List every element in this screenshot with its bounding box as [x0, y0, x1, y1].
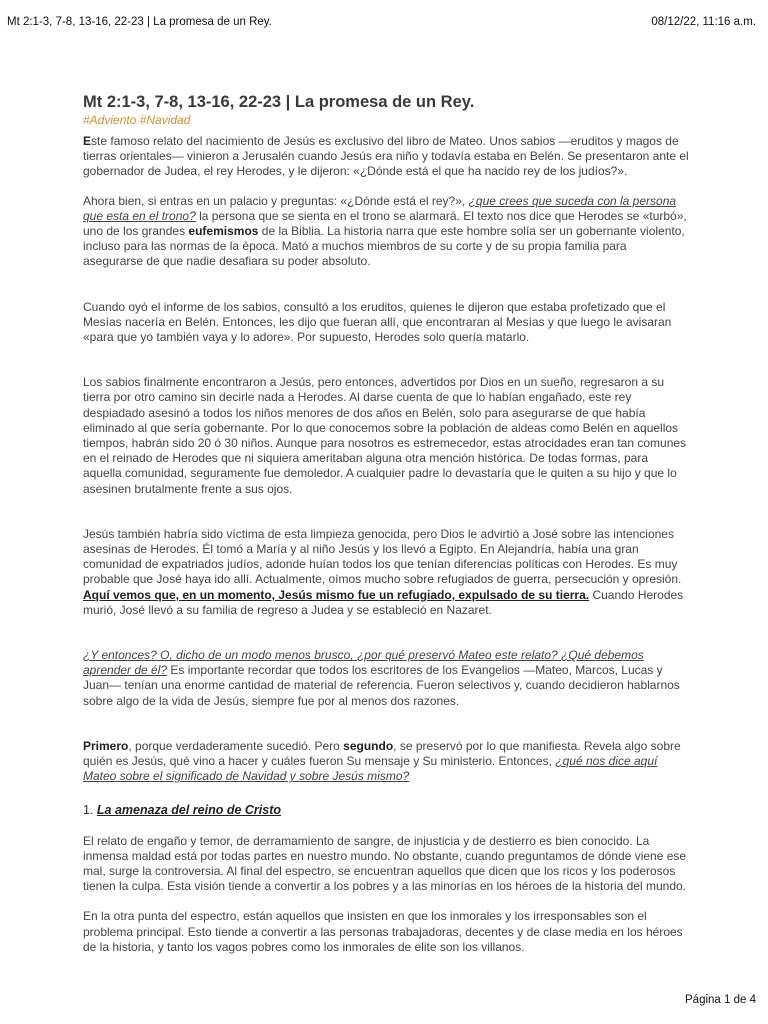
section-heading-1 — [83, 801, 689, 819]
paragraph-5 — [83, 527, 689, 618]
dropcap: E — [83, 134, 92, 148]
paragraph-2-text-b: la persona que se sienta en el trono se alarmará. El texto nos dice que Herodes se «turbó», uno de los grandes — [83, 208, 687, 239]
section-number: 1. — [83, 802, 97, 817]
page-title: Mt 2:1-3, 7-8, 13-16, 22-23 | La promesa de un Rey. — [83, 93, 475, 111]
paragraph-4: Los sabios finalmente encontraron a Jesús, pero entonces, advertidos por Dios en un sueño, regresaron a su tierra por otro camino sin decirle nada a Herodes. Al darse cuenta de que lo habían engañado, este rey despiadado asesinó a todos los niños menores de dos años en Belén, solo para asegurarse de que había eliminado al que sería gobernante. Por lo que conocemos sobre la población de aldeas como Belén en aquellos tiempos, habrán sido 20 ó 30 niños. Aunque para nosotros es estremecedor, estas atrocidades eran tan comunes en el reinado de Herodes que ni siquiera ameritaban alguna otra mención histórica. De todas formas, para aquella comunidad, seguramente fue demoledor. A cualquier padre lo devastaría que le quiten a su hijo y que lo asesinen brutalmente frente a sus ojos. — [83, 375, 687, 496]
segundo-bold: segundo — [343, 738, 394, 753]
paragraph-6-text: Es importante recordar que todos los escritores de los Evangelios —Mateo, Marcos, Lucas y Juan— tenían una enorme cantidad de material de referencia. Fueron selectivos y, cuando decidieron hablarnos sobre algo de la vida de Jesús, siempre fue por al menos dos razones. — [83, 663, 680, 708]
paragraph-2 — [83, 194, 689, 270]
page-number: Página 1 de 4 — [685, 994, 756, 1006]
refugee-highlight-link[interactable]: Aquí vemos que, en un momento, Jesús mismo fue un refugiado, expulsado de su tierra. — [83, 587, 590, 602]
paragraph-7 — [83, 739, 689, 785]
paragraph-2-question-link[interactable]: ¿que crees que suceda con la persona que esta en el trono? — [83, 193, 677, 223]
print-header-title: Mt 2:1-3, 7-8, 13-16, 22-23 | La promesa de un Rey. — [7, 16, 272, 28]
paragraph-1-text: ste famoso relato del nacimiento de Jesús es exclusivo del libro de Mateo. Unos sabios —eruditos y magos de tierras orientales— vinieron a Jerusalén cuando Jesús era niño y todavía estaba en Belén. Se presentaron ante el gobernador de Judea, el rey Herodes, y le dijeron: «¿Dónde está el que ha nacido rey de los judíos?». — [83, 134, 689, 179]
paragraph-6 — [83, 648, 689, 709]
section-title[interactable]: La amenaza del reino de Cristo — [96, 802, 281, 817]
hashtags[interactable]: #Adviento #Navidad — [83, 113, 191, 127]
article — [83, 92, 689, 955]
paragraph-7-text-b: , se preservó por lo que manifiesta. Revela algo sobre quién es Jesús, qué vino a hacer y cuáles fueron Su mensaje y Su ministerio. Entonces, — [83, 738, 681, 769]
paragraph-2-text-c: de la Biblia. La historia narra que este hombre solía ser un gobernante violento, incluso para las normas de la época. Mató a muchos miembros de su corte y de su propia familia para asegurarse de que nadie desafiara su poder absoluto. — [83, 224, 685, 269]
eufemismos-bold: eufemismos — [188, 224, 259, 239]
paragraph-5-text-a: Jesús también habría sido víctima de esta limpieza genocida, pero Dios le advirtió a José sobre las intenciones asesinas de Herodes. Él tomó a María y al niño Jesús y los llevó a Egipto. En Alejandría, había una gran comunidad de expatriados judíos, adonde huían todos los que tenían diferencias políticas con Herodes. Es muy probable que José haya ido allí. Actualmente, oímos mucho sobre refugiados de guerra, persecución y opresión. — [83, 526, 682, 587]
print-header-datetime: 08/12/22, 11:16 a.m. — [651, 16, 756, 28]
paragraph-3: Cuando oyó el informe de los sabios, consultó a los eruditos, quienes le dijeron que estaba profetizado que el Mesías nacería en Belén. Entonces, les dijo que fueran allí, que encontraran al Mesías y que luego le avisaran «para que yo también vaya y lo adore». Por supuesto, Herodes solo quería matarlo. — [83, 299, 672, 345]
paragraph-2-text-a: Ahora bien, si entras en un palacio y preguntas: «¿Dónde está el rey?», — [83, 193, 469, 208]
paragraph-1 — [83, 134, 689, 180]
paragraph-7-question-link[interactable]: ¿qué nos dice aquí Mateo sobre el significado de Navidad y sobre Jesús mismo? — [83, 754, 658, 784]
paragraph-7-text-a: , porque verdaderamente sucedió. Pero — [128, 738, 344, 753]
paragraph-6-question-link[interactable]: ¿Y entonces? O, dicho de un modo menos brusco, ¿por qué preservó Mateo este relato? ¿Qué debemos aprender de él? — [83, 648, 644, 678]
paragraph-5-text-b: Cuando Herodes murió, José llevó a su familia de regreso a Judea y se estableció en Nazaret. — [83, 587, 684, 617]
paragraph-9: En la otra punta del espectro, están aquellos que insisten en que los inmorales y los irresponsables son el problema principal. Esto tiende a convertir a las personas trabajadoras, decentes y de clase media en los héroes de la historia, y tanto los vagos pobres como los inmorales de elite son los villanos. — [83, 909, 683, 954]
paragraph-8: El relato de engaño y temor, de derramamiento de sangre, de injusticia y de destierro es bien conocido. La inmensa maldad está por todas partes en nuestro mundo. No obstante, cuando preguntamos de dónde viene ese mal, surge la controversia. Al final del espectro, se encuentran aquellos que dicen que los ricos y los poderosos tienen la culpa. Esta visión tiende a convertir a los pobres y a las minorías en los héroes de la historia del mundo. — [83, 833, 687, 894]
primero-bold: Primero — [83, 738, 129, 753]
